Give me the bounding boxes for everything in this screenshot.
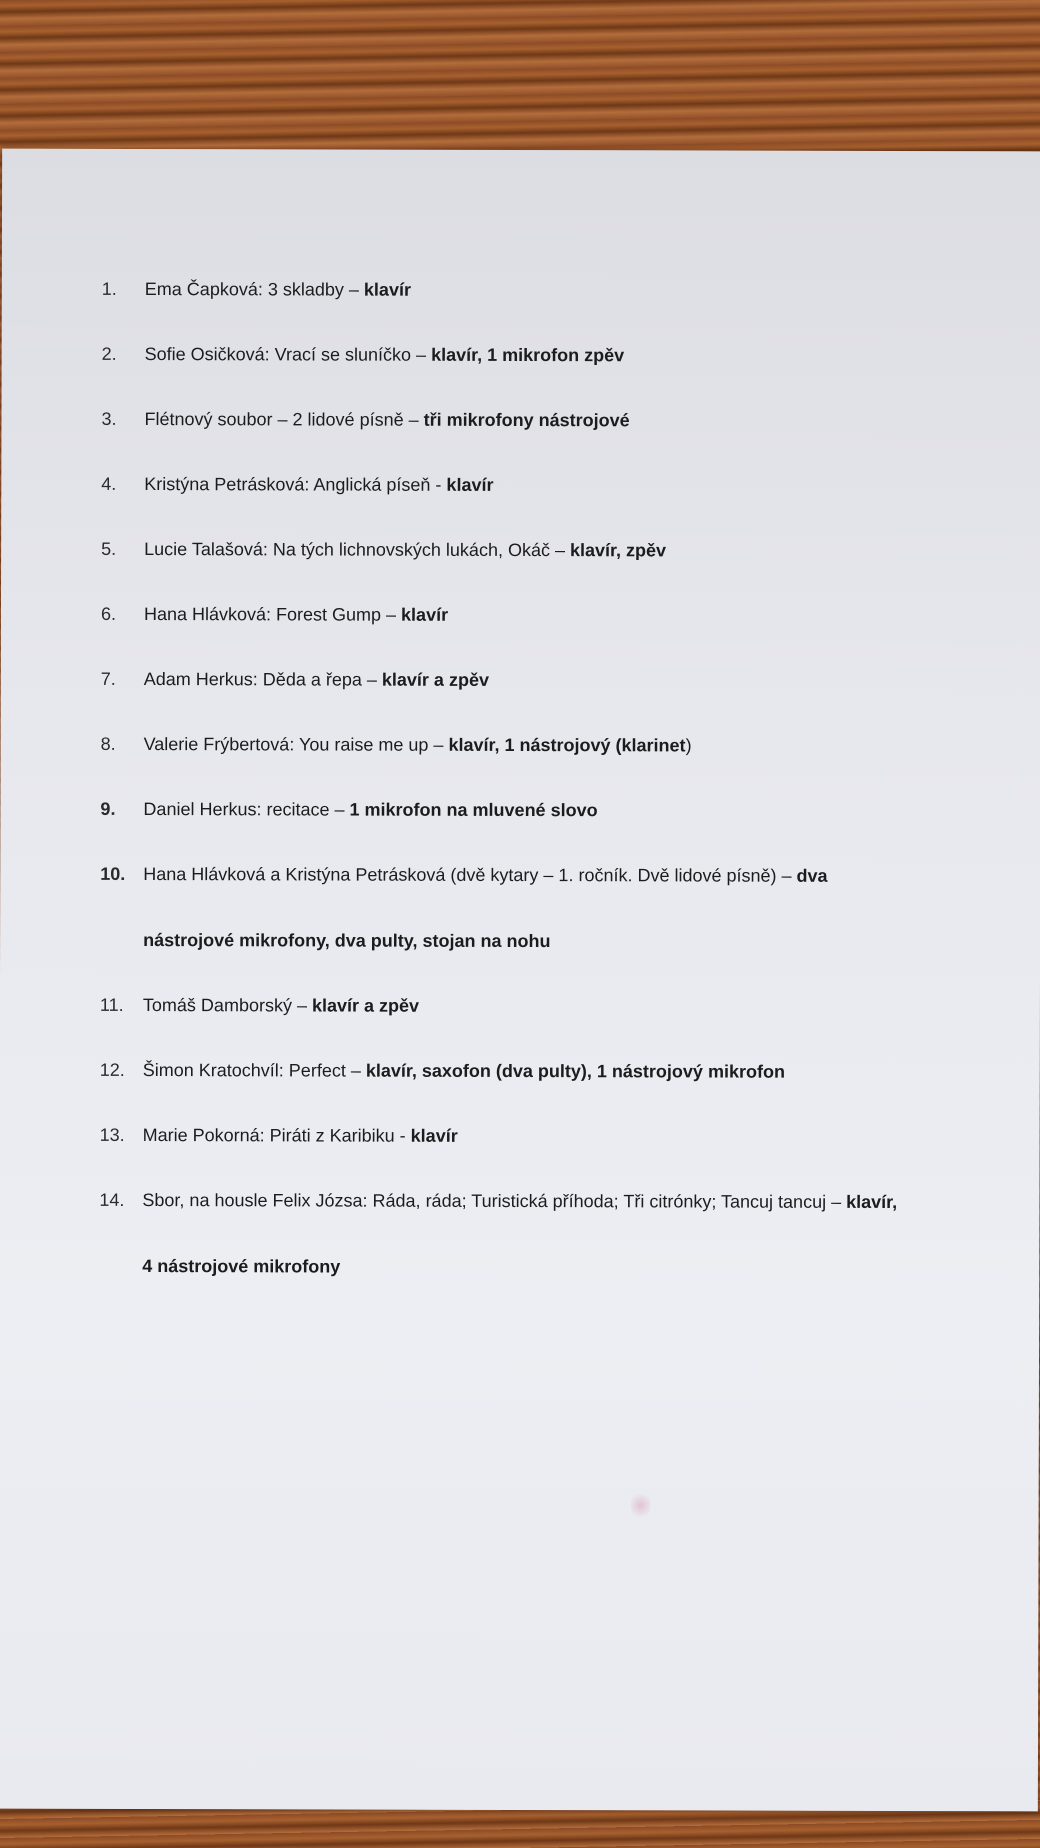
item-requirements: klavír <box>410 1125 458 1146</box>
item-requirements: klavír a zpěv <box>311 995 420 1016</box>
item-requirements: klavír, zpěv <box>569 540 667 561</box>
list-item <box>101 602 1001 628</box>
list-item <box>100 862 1000 954</box>
item-text: Daniel Herkus: recitace – <box>143 799 350 820</box>
item-content <box>143 862 1000 954</box>
item-content <box>144 407 1001 433</box>
item-requirements: 1 mikrofon na mluvené slovo <box>349 799 598 821</box>
item-tail: ) <box>685 735 692 756</box>
item-number: 12. <box>99 1059 125 1080</box>
item-content <box>145 277 1002 303</box>
item-number: 8. <box>100 733 116 754</box>
item-number: 4. <box>101 473 117 494</box>
item-number: 14. <box>99 1189 125 1210</box>
item-requirements: klavír a zpěv <box>381 669 490 690</box>
list-item <box>100 797 1000 823</box>
item-number: 3. <box>101 408 117 429</box>
item-continuation: nástrojové mikrofony, dva pulty, stojan na nohu <box>143 930 551 952</box>
item-number: 10. <box>100 863 126 884</box>
item-number: 7. <box>100 668 116 689</box>
item-requirements: klavír, 1 mikrofon zpěv <box>431 344 625 366</box>
item-requirements: klavír <box>446 474 494 495</box>
item-number: 6. <box>100 603 116 624</box>
item-content <box>143 993 1000 1019</box>
item-content <box>143 1058 1000 1084</box>
item-number: 9. <box>100 798 116 819</box>
item-number: 2. <box>101 343 117 364</box>
list-item <box>101 537 1001 563</box>
item-continuation: 4 nástrojové mikrofony <box>142 1256 341 1277</box>
item-number: 11. <box>99 994 124 1015</box>
item-number: 13. <box>99 1124 125 1145</box>
item-text: Sofie Osičková: Vrací se sluníčko – <box>144 344 432 365</box>
list-item <box>100 1058 1000 1084</box>
item-number: 5. <box>101 538 117 559</box>
list-item <box>99 1188 999 1280</box>
item-content <box>144 732 1001 758</box>
item-text: Marie Pokorná: Piráti z Karibiku - <box>142 1125 411 1146</box>
program-list <box>99 277 1002 1321</box>
item-text: Flétnový soubor – 2 lidové písně – <box>144 409 424 430</box>
item-text: Kristýna Petrásková: Anglická píseň - <box>144 474 447 495</box>
item-content <box>143 1123 1000 1149</box>
item-requirements: klavír, <box>846 1191 898 1212</box>
item-text: Tomáš Damborský – <box>142 995 313 1016</box>
list-item <box>102 342 1002 368</box>
item-content <box>145 342 1002 368</box>
item-content <box>144 472 1001 498</box>
list-item <box>100 993 1000 1019</box>
item-text: Hana Hlávková a Kristýna Petrásková (dvě kytary – 1. ročník. Dvě lidové písně) – <box>143 864 797 886</box>
list-item <box>100 1123 1000 1149</box>
list-item <box>102 277 1002 303</box>
item-text: Hana Hlávková: Forest Gump – <box>143 604 402 625</box>
item-text: Adam Herkus: Děda a řepa – <box>143 669 382 690</box>
item-content <box>144 537 1001 563</box>
item-requirements: klavír, saxofon (dva pulty), 1 nástrojový mikrofon <box>365 1060 785 1082</box>
item-requirements: klavír <box>401 604 449 625</box>
item-content <box>143 797 1000 823</box>
item-text: Valerie Frýbertová: You raise me up – <box>143 734 449 755</box>
item-text: Šimon Kratochvíl: Perfect – <box>142 1060 366 1081</box>
item-number: 1. <box>101 278 117 299</box>
item-text: Ema Čapková: 3 skladby – <box>144 279 364 300</box>
item-content <box>142 1188 999 1280</box>
item-content <box>144 602 1001 628</box>
list-item <box>101 407 1001 433</box>
item-content <box>144 667 1001 693</box>
item-requirements: dva <box>796 865 828 886</box>
item-requirements: klavír, 1 nástrojový (klarinet <box>448 734 686 756</box>
ink-smudge <box>631 1490 651 1520</box>
list-item <box>101 732 1001 758</box>
item-text: Sbor, na housle Felix Józsa: Ráda, ráda; Turistická příhoda; Tři citrónky; Tancuj tancuj – <box>142 1190 847 1212</box>
item-text: Lucie Talašová: Na tých lichnovských lukách, Okáč – <box>144 539 571 561</box>
wooden-table-top <box>0 0 1040 160</box>
list-item <box>101 472 1001 498</box>
paper-sheet <box>0 149 1040 1812</box>
list-item <box>101 667 1001 693</box>
item-requirements: tři mikrofony nástrojové <box>423 409 630 431</box>
item-requirements: klavír <box>363 279 412 300</box>
